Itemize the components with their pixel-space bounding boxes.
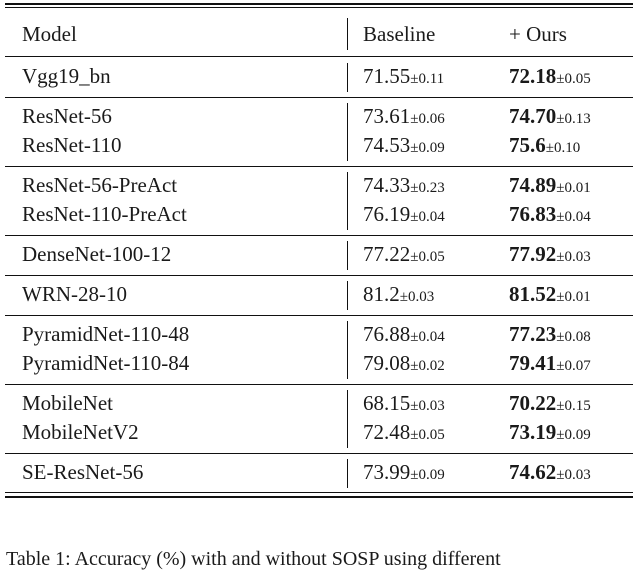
ours-std: ±0.03: [556, 249, 591, 265]
baseline-cell: [363, 202, 445, 229]
ours-std: ±0.01: [556, 180, 591, 196]
group-rule: [5, 453, 633, 454]
ours-value: 74.70: [509, 104, 557, 128]
header-model: Model: [22, 22, 77, 46]
group-divider: [347, 281, 348, 310]
group-rule: [5, 384, 633, 385]
ours-value: 74.89: [509, 173, 557, 197]
ours-cell: [509, 104, 591, 131]
ours-cell: [509, 282, 591, 309]
ours-std: ±0.05: [556, 71, 591, 87]
group-divider: [347, 321, 348, 379]
model-name: ResNet-110-PreAct: [22, 202, 187, 226]
ours-cell: [509, 202, 591, 229]
ours-cell: [509, 420, 591, 447]
baseline-cell: [363, 322, 445, 349]
ours-cell: [509, 322, 591, 349]
ours-cell: [509, 64, 591, 91]
ours-std: ±0.03: [556, 467, 591, 483]
model-name: MobileNetV2: [22, 420, 139, 444]
header-baseline: Baseline: [363, 22, 436, 46]
group-divider: [347, 390, 348, 448]
baseline-value: 79.08: [363, 351, 411, 375]
baseline-std: ±0.11: [410, 71, 445, 87]
group-divider: [347, 63, 348, 92]
ours-value: 77.23: [509, 322, 557, 346]
group-rule: [5, 275, 633, 276]
baseline-value: 76.88: [363, 322, 411, 346]
baseline-cell: [363, 351, 445, 378]
baseline-cell: [363, 173, 445, 200]
baseline-std: ±0.03: [410, 398, 445, 414]
table-caption: Table 1: Accuracy (%) with and without SOSP using different: [6, 548, 501, 570]
model-name: DenseNet-100-12: [22, 242, 172, 266]
baseline-std: ±0.05: [410, 427, 445, 443]
header-rule: [5, 56, 633, 57]
ours-cell: [509, 460, 591, 487]
bottom-rule-inner: [5, 492, 633, 493]
baseline-value: 74.33: [363, 173, 411, 197]
baseline-value: 72.48: [363, 420, 411, 444]
model-name: MobileNet: [22, 391, 113, 415]
ours-std: ±0.08: [556, 329, 591, 345]
baseline-value: 73.61: [363, 104, 411, 128]
group-rule: [5, 166, 633, 167]
baseline-cell: [363, 104, 445, 131]
baseline-cell: [363, 420, 445, 447]
baseline-cell: [363, 460, 445, 487]
baseline-value: 77.22: [363, 242, 411, 266]
baseline-value: 71.55: [363, 64, 411, 88]
group-divider: [347, 241, 348, 270]
ours-value: 75.6: [509, 133, 546, 157]
model-name: PyramidNet-110-84: [22, 351, 190, 375]
ours-value: 76.83: [509, 202, 557, 226]
ours-cell: [509, 173, 591, 200]
ours-value: 73.19: [509, 420, 557, 444]
baseline-std: ±0.09: [410, 140, 445, 156]
baseline-cell: [363, 242, 445, 269]
model-name: ResNet-56-PreAct: [22, 173, 178, 197]
baseline-value: 68.15: [363, 391, 411, 415]
ours-value: 72.18: [509, 64, 557, 88]
ours-cell: [509, 391, 591, 418]
baseline-std: ±0.23: [410, 180, 445, 196]
model-name: ResNet-110: [22, 133, 122, 157]
baseline-std: ±0.06: [410, 111, 445, 127]
baseline-std: ±0.05: [410, 249, 445, 265]
group-rule: [5, 235, 633, 236]
baseline-cell: [363, 391, 445, 418]
ours-std: ±0.15: [556, 398, 591, 414]
ours-cell: [509, 351, 591, 378]
model-name: Vgg19_bn: [22, 64, 111, 88]
ours-cell: [509, 133, 580, 160]
baseline-std: ±0.04: [410, 329, 445, 345]
baseline-value: 74.53: [363, 133, 411, 157]
ours-std: ±0.09: [556, 427, 591, 443]
ours-std: ±0.04: [556, 209, 591, 225]
ours-value: 77.92: [509, 242, 557, 266]
baseline-std: ±0.04: [410, 209, 445, 225]
ours-value: 81.52: [509, 282, 557, 306]
ours-std: ±0.10: [545, 140, 581, 156]
ours-value: 70.22: [509, 391, 557, 415]
top-rule-inner: [5, 7, 633, 8]
model-name: PyramidNet-110-48: [22, 322, 190, 346]
model-name: WRN-28-10: [22, 282, 127, 306]
baseline-std: ±0.03: [399, 289, 435, 305]
baseline-value: 81.2: [363, 282, 400, 306]
group-divider: [347, 172, 348, 230]
model-name: ResNet-56: [22, 104, 112, 128]
ours-value: 74.62: [509, 460, 557, 484]
model-name: SE-ResNet-56: [22, 460, 144, 484]
baseline-value: 73.99: [363, 460, 411, 484]
ours-std: ±0.13: [556, 111, 591, 127]
group-divider: [347, 459, 348, 488]
ours-cell: [509, 242, 591, 269]
header-ours: + Ours: [509, 22, 567, 46]
ours-std: ±0.01: [556, 289, 591, 305]
baseline-cell: [363, 282, 434, 309]
top-rule: [5, 3, 633, 5]
baseline-cell: [363, 133, 445, 160]
baseline-value: 76.19: [363, 202, 411, 226]
baseline-std: ±0.09: [410, 467, 445, 483]
group-divider: [347, 103, 348, 161]
baseline-std: ±0.02: [410, 358, 445, 374]
ours-value: 79.41: [509, 351, 557, 375]
baseline-cell: [363, 64, 444, 91]
header-divider: [347, 18, 348, 50]
group-rule: [5, 97, 633, 98]
ours-std: ±0.07: [556, 358, 591, 374]
bottom-rule: [5, 496, 633, 498]
group-rule: [5, 315, 633, 316]
